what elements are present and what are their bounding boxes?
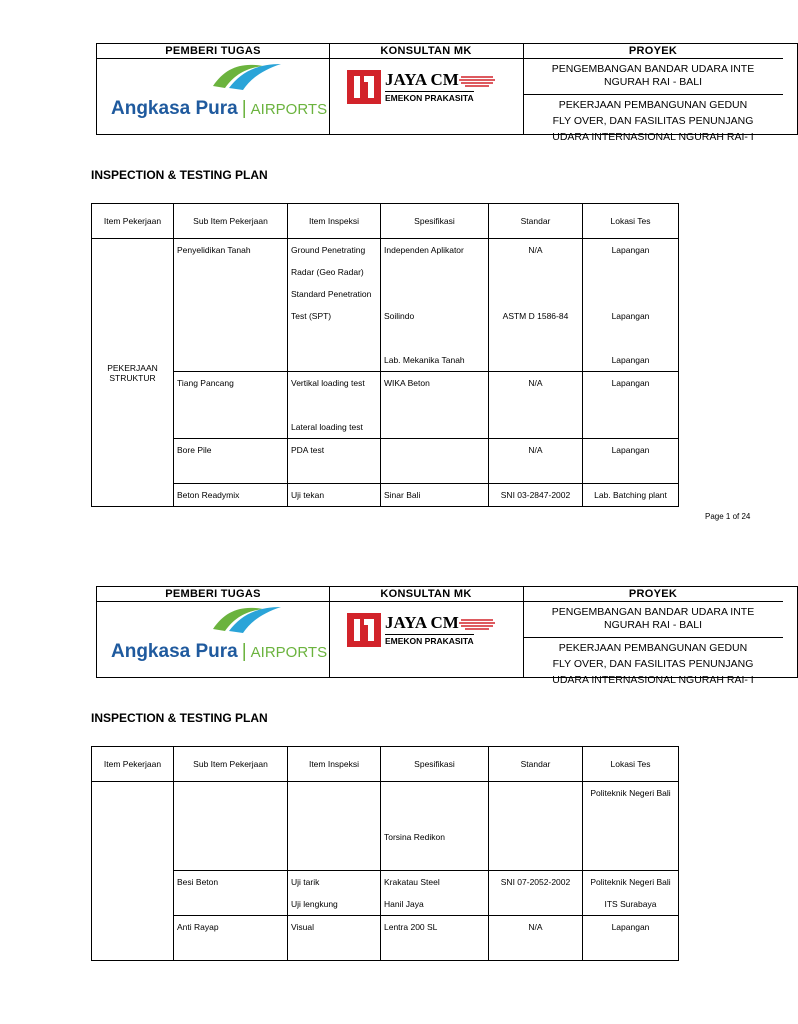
- inspeksi-cell: [288, 916, 381, 961]
- project-caption: PROYEK: [523, 44, 783, 59]
- spesifikasi-line: [384, 327, 485, 349]
- inspeksi-line: [291, 327, 377, 349]
- spesifikasi-cell: [381, 484, 489, 507]
- lokasi-line: [586, 394, 675, 416]
- column-header: Sub Item Pekerjaan: [174, 204, 288, 239]
- lokasi-line: [586, 261, 675, 283]
- inspeksi-cell: [288, 484, 381, 507]
- itp-table: [91, 203, 679, 507]
- inspeksi-line: [291, 461, 377, 483]
- inspeksi-line: Standard Penetration: [291, 289, 372, 299]
- client-logo-name: Angkasa Pura: [111, 98, 238, 119]
- project-work-line: UDARA INTERNASIONAL NGURAH RAI- I: [552, 131, 754, 143]
- sub-item-cell: [174, 916, 288, 961]
- column-header: Standar: [489, 747, 583, 782]
- consultant-caption: KONSULTAN MK: [329, 44, 523, 59]
- sub-item-text: Tiang Pancang: [177, 378, 234, 388]
- consultant-logo-sub: EMEKON PRAKASITA: [385, 636, 474, 646]
- standar-cell: [489, 782, 583, 871]
- sub-item-text: [177, 782, 284, 804]
- inspeksi-line: [291, 782, 377, 804]
- standar-line: [492, 938, 579, 960]
- standar-cell: [489, 871, 583, 916]
- document-header: [96, 586, 798, 686]
- spesifikasi-line: Lab. Mekanika Tanah: [384, 355, 465, 365]
- standar-cell: [489, 372, 583, 439]
- lokasi-line: ITS Surabaya: [604, 899, 657, 909]
- angkasa-pura-logo: [111, 607, 328, 673]
- column-header: Item Pekerjaan: [92, 747, 174, 782]
- standar-line: [492, 804, 579, 826]
- spesifikasi-cell: [381, 372, 489, 439]
- inspeksi-line: [291, 349, 377, 371]
- column-header: Lokasi Tes: [583, 204, 679, 239]
- inspeksi-line: Vertikal loading test: [291, 378, 365, 388]
- consultant-logo-name: JAYA CM: [385, 613, 459, 632]
- standar-line: N/A: [528, 378, 543, 388]
- column-header: Item Inspeksi: [288, 747, 381, 782]
- inspeksi-line: [291, 394, 377, 416]
- consultant-logo-sub: EMEKON PRAKASITA: [385, 93, 474, 103]
- project-name-line: PENGEMBANGAN BANDAR UDARA INTE: [551, 606, 755, 618]
- inspeksi-line: Uji lengkung: [291, 899, 338, 909]
- standar-cell: [489, 239, 583, 372]
- lokasi-line: Lab. Batching plant: [594, 490, 667, 500]
- inspeksi-line: Radar (Geo Radar): [291, 267, 364, 277]
- page-number: Page 1 of 24: [705, 512, 751, 521]
- standar-line: [492, 283, 579, 305]
- client-logo-suffix: AIRPORTS: [250, 101, 328, 118]
- lokasi-line: Lapangan: [611, 311, 650, 321]
- standar-cell: [489, 439, 583, 484]
- standar-line: [492, 327, 579, 349]
- standar-line: [492, 826, 579, 848]
- consultant-caption: KONSULTAN MK: [329, 587, 523, 602]
- table-row: [92, 239, 679, 372]
- table-row: [92, 372, 679, 439]
- project-name-line: PENGEMBANGAN BANDAR UDARA INTE: [551, 63, 755, 75]
- table-row: [92, 782, 679, 871]
- lokasi-line: Politeknik Negeri Bali: [590, 788, 671, 798]
- standar-line: [492, 848, 579, 870]
- inspeksi-cell: [288, 782, 381, 871]
- spesifikasi-line: [384, 283, 485, 305]
- lokasi-line: Lapangan: [611, 355, 650, 365]
- client-logo-suffix: AIRPORTS: [250, 644, 328, 661]
- spesifikasi-line: [384, 394, 485, 416]
- project-work-line: FLY OVER, DAN FASILITAS PENUNJANG: [552, 115, 754, 127]
- item-pekerjaan-cell: [92, 782, 174, 961]
- lokasi-line: Lapangan: [611, 922, 650, 932]
- standar-line: [492, 893, 579, 915]
- inspeksi-cell: [288, 871, 381, 916]
- consultant-column: [329, 587, 524, 677]
- table-row: [92, 871, 679, 916]
- standar-line: [492, 394, 579, 416]
- standar-cell: [489, 916, 583, 961]
- jaya-cm-mark-icon: [347, 613, 381, 647]
- client-logo-name: Angkasa Pura: [111, 641, 238, 662]
- project-name-line: NGURAH RAI - BALI: [603, 76, 703, 88]
- lokasi-line: [586, 327, 675, 349]
- column-header: Item Inspeksi: [288, 204, 381, 239]
- project-work-line: PEKERJAAN PEMBANGUNAN GEDUN: [558, 99, 748, 111]
- lokasi-line: [586, 283, 675, 305]
- lokasi-cell: [583, 372, 679, 439]
- inspeksi-cell: [288, 372, 381, 439]
- spesifikasi-line: WIKA Beton: [384, 378, 430, 388]
- spesifikasi-line: [384, 848, 485, 870]
- standar-line: SNI 07-2052-2002: [500, 877, 571, 887]
- inspeksi-line: Uji tarik: [291, 877, 320, 887]
- standar-line: [492, 416, 579, 438]
- sub-item-text: Anti Rayap: [177, 922, 219, 932]
- inspeksi-line: Visual: [291, 922, 314, 932]
- sub-item-text: Penyelidikan Tanah: [177, 245, 251, 255]
- inspeksi-line: [291, 938, 377, 960]
- client-logo-separator: |: [241, 641, 247, 662]
- client-logo-separator: |: [241, 98, 247, 119]
- spesifikasi-line: [384, 439, 485, 461]
- standar-line: [492, 461, 579, 483]
- client-caption: PEMBERI TUGAS: [97, 587, 329, 602]
- standar-line: N/A: [528, 245, 543, 255]
- spesifikasi-cell: [381, 439, 489, 484]
- table-row: [92, 484, 679, 507]
- lokasi-cell: [583, 239, 679, 372]
- inspeksi-line: Uji tekan: [291, 490, 325, 500]
- column-header: Lokasi Tes: [583, 747, 679, 782]
- client-column: [97, 587, 330, 677]
- standar-line: [492, 349, 579, 371]
- inspeksi-line: Ground Penetrating: [291, 245, 366, 255]
- sub-item-text: Bore Pile: [177, 445, 212, 455]
- jaya-cm-stripes-icon: [459, 617, 495, 631]
- page-2: [0, 545, 768, 1024]
- item-pekerjaan-label: PEKERJAAN STRUKTUR: [107, 362, 158, 383]
- itp-table: [91, 746, 679, 961]
- table-header-row: [92, 747, 679, 782]
- inspeksi-cell: [288, 239, 381, 372]
- spesifikasi-line: Lentra 200 SL: [384, 922, 438, 932]
- lokasi-cell: [583, 782, 679, 871]
- sub-item-cell: [174, 484, 288, 507]
- project-work-line: FLY OVER, DAN FASILITAS PENUNJANG: [552, 658, 754, 670]
- spesifikasi-line: [384, 261, 485, 283]
- itp-title: INSPECTION & TESTING PLAN: [91, 711, 268, 725]
- lokasi-line: Lapangan: [611, 445, 650, 455]
- item-pekerjaan-cell: [92, 239, 174, 507]
- standar-line: [492, 782, 579, 804]
- table-row: [92, 439, 679, 484]
- project-work-line: PEKERJAAN PEMBANGUNAN GEDUN: [558, 642, 748, 654]
- sub-item-cell: [174, 439, 288, 484]
- spesifikasi-cell: [381, 871, 489, 916]
- lokasi-line: Lapangan: [611, 378, 650, 388]
- lokasi-line: [586, 826, 675, 848]
- spesifikasi-line: Torsina Redikon: [384, 832, 445, 842]
- column-header: Sub Item Pekerjaan: [174, 747, 288, 782]
- sub-item-text: Beton Readymix: [177, 490, 240, 500]
- project-caption: PROYEK: [523, 587, 783, 602]
- lokasi-line: [586, 938, 675, 960]
- spesifikasi-line: Hanil Jaya: [384, 899, 424, 909]
- project-column: [523, 587, 783, 686]
- standar-line: ASTM D 1586-84: [502, 311, 569, 321]
- column-header: Spesifikasi: [381, 747, 489, 782]
- spesifikasi-line: [384, 782, 485, 804]
- spesifikasi-line: [384, 938, 485, 960]
- sub-item-cell: [174, 372, 288, 439]
- angkasa-pura-swoosh-icon: [207, 601, 287, 635]
- sub-item-cell: [174, 239, 288, 372]
- lokasi-line: Lapangan: [611, 245, 650, 255]
- spesifikasi-line: Soilindo: [384, 311, 415, 321]
- spesifikasi-line: Independen Aplikator: [384, 245, 464, 255]
- inspeksi-line: [291, 804, 377, 826]
- spesifikasi-line: [384, 804, 485, 826]
- project-name: [523, 602, 783, 638]
- lokasi-line: [586, 416, 675, 438]
- column-header: Item Pekerjaan: [92, 204, 174, 239]
- standar-line: [492, 261, 579, 283]
- lokasi-cell: [583, 871, 679, 916]
- page-1: [0, 0, 768, 520]
- lokasi-cell: [583, 484, 679, 507]
- lokasi-line: [586, 804, 675, 826]
- inspeksi-line: Lateral loading test: [291, 422, 363, 432]
- standar-cell: [489, 484, 583, 507]
- sub-item-cell: [174, 782, 288, 871]
- itp-title: INSPECTION & TESTING PLAN: [91, 168, 268, 182]
- jaya-cm-logo: [347, 613, 507, 653]
- standar-line: N/A: [528, 445, 543, 455]
- lokasi-line: [586, 848, 675, 870]
- inspeksi-line: [291, 848, 377, 870]
- sub-item-text: Besi Beton: [177, 877, 219, 887]
- table-header-row: [92, 204, 679, 239]
- spesifikasi-cell: [381, 782, 489, 871]
- lokasi-line: [586, 461, 675, 483]
- table-row: [92, 916, 679, 961]
- standar-line: N/A: [528, 922, 543, 932]
- spesifikasi-cell: [381, 239, 489, 372]
- spesifikasi-line: [384, 416, 485, 438]
- spesifikasi-line: Sinar Bali: [384, 490, 421, 500]
- column-header: Standar: [489, 204, 583, 239]
- project-name-line: NGURAH RAI - BALI: [603, 619, 703, 631]
- sub-item-cell: [174, 871, 288, 916]
- project-work: [523, 638, 783, 686]
- lokasi-line: Politeknik Negeri Bali: [590, 877, 671, 887]
- lokasi-cell: [583, 916, 679, 961]
- spesifikasi-line: [384, 461, 485, 483]
- inspeksi-line: [291, 826, 377, 848]
- client-caption: PEMBERI TUGAS: [97, 44, 329, 59]
- project-work-line: UDARA INTERNASIONAL NGURAH RAI- I: [552, 674, 754, 686]
- standar-line: SNI 03-2847-2002: [500, 490, 571, 500]
- inspeksi-line: Test (SPT): [291, 311, 332, 321]
- inspeksi-cell: [288, 439, 381, 484]
- spesifikasi-cell: [381, 916, 489, 961]
- consultant-logo-name: JAYA CM: [385, 70, 459, 89]
- column-header: Spesifikasi: [381, 204, 489, 239]
- spesifikasi-line: Krakatau Steel: [384, 877, 440, 887]
- inspeksi-line: PDA test: [291, 445, 325, 455]
- lokasi-cell: [583, 439, 679, 484]
